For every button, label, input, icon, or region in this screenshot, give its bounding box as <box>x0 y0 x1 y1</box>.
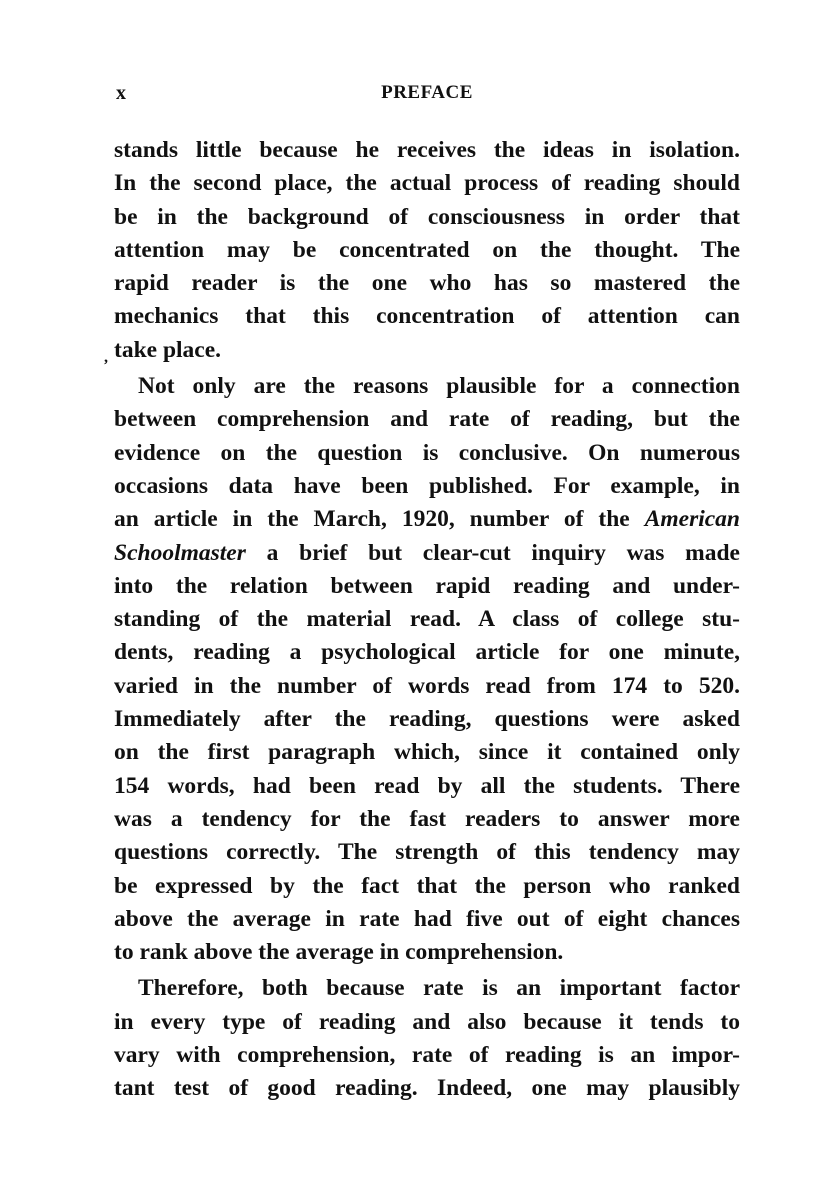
text-line: be expressed by the fact that the person who ranked <box>114 872 740 899</box>
paragraph-3 <box>114 972 740 1105</box>
running-title: PREFACE <box>381 82 473 103</box>
paragraph-1 <box>114 134 740 367</box>
text-line: varied in the number of words read from 174 to 520. <box>114 672 740 699</box>
text-line: take place. <box>114 336 222 363</box>
text-line: between comprehension and rate of reading, but the <box>114 406 740 433</box>
text-line: occasions data have been published. For example, in <box>114 472 740 499</box>
text-line: stands little because he receives the ideas in isolation. <box>114 137 740 163</box>
paragraph-2 <box>114 370 740 969</box>
text-line: to rank above the average in comprehension. <box>114 939 564 966</box>
text-line: evidence on the question is conclusive. On numerous <box>114 439 740 466</box>
text-line: mechanics that this concentration of attention can <box>114 303 740 330</box>
text-line: in every type of reading and also because it tends to <box>114 1008 740 1035</box>
text-line: vary with comprehension, rate of reading is an impor- <box>114 1042 740 1069</box>
text-line: on the first paragraph which, since it contained only <box>114 739 740 766</box>
journal-title-italic: American <box>644 506 740 533</box>
text-line: was a tendency for the fast readers to answer more <box>114 805 740 832</box>
stray-print-mark: , <box>104 349 108 366</box>
body-text <box>114 134 740 1106</box>
text-line: dents, reading a psychological article for one minute, <box>114 639 740 666</box>
journal-title-italic: Schoolmaster <box>114 539 246 566</box>
text-line: attention may be concentrated on the thought. The <box>114 236 740 263</box>
text-line: into the relation between rapid reading and under- <box>114 572 740 599</box>
text-line: In the second place, the actual process of reading should <box>114 170 740 197</box>
text-line: above the average in rate had five out of eight chances <box>114 905 740 932</box>
text-line: Not only are the reasons plausible for a connection <box>138 373 740 400</box>
page-number: x <box>116 82 127 104</box>
page-header <box>114 82 740 110</box>
text-line-with-italic <box>114 537 740 570</box>
text-segment: an article in the March, 1920, number of the <box>114 506 645 533</box>
text-line-with-italic <box>114 503 740 536</box>
text-line: be in the background of consciousness in order that <box>114 203 740 230</box>
text-line: tant test of good reading. Indeed, one may plausibly <box>114 1075 740 1102</box>
text-line: 154 words, had been read by all the students. There <box>114 772 740 799</box>
text-line: Therefore, both because rate is an important factor <box>138 975 740 1002</box>
text-line: Immediately after the reading, questions were asked <box>114 706 740 733</box>
text-line: standing of the material read. A class of college stu- <box>114 606 740 633</box>
text-line: rapid reader is the one who has so mastered the <box>114 270 740 297</box>
text-segment: a brief but clear-cut inquiry was made <box>245 539 740 566</box>
text-line: questions correctly. The strength of this tendency may <box>114 839 740 866</box>
